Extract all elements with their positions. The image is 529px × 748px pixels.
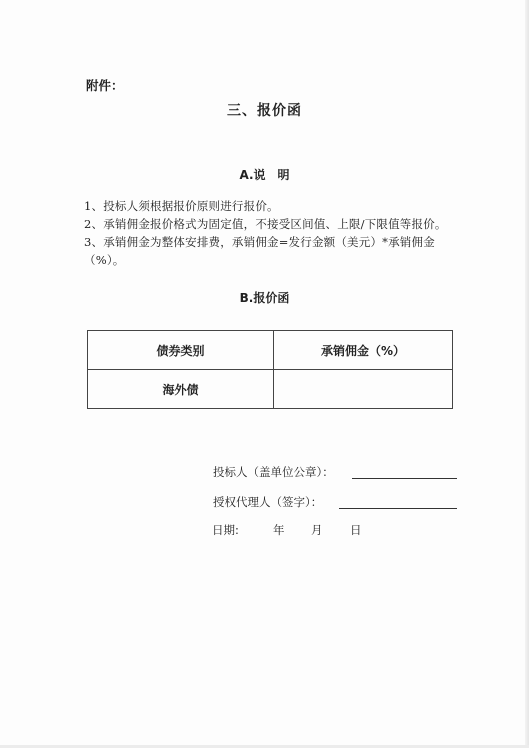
page-title: 三、报价函	[227, 103, 302, 119]
header-commission: 承销佣金（%）	[274, 331, 453, 370]
cell-commission-value[interactable]	[274, 370, 453, 409]
note-item-1: 1、投标人须根据报价原则进行报价。	[84, 199, 279, 213]
bidder-label: 投标人（盖单位公章）：	[213, 465, 334, 479]
date-year-label: 年	[273, 523, 285, 537]
agent-label: 授权代理人（签字）：	[213, 495, 323, 509]
note-item-2: 2、承销佣金报价格式为固定值，不接受区间值、上限/下限值等报价。	[84, 217, 447, 231]
note-item-3: 3、承销佣金为整体安排费，承销佣金=发行金额（美元）*承销佣金	[84, 235, 435, 249]
date-label: 日期:	[212, 523, 239, 537]
note-item-3-continued: （%）。	[84, 253, 125, 267]
agent-signature-line[interactable]	[339, 508, 457, 509]
cell-bond-type: 海外债	[88, 370, 274, 409]
section-b-heading: B.报价函	[239, 291, 290, 305]
attachment-label: 附件：	[86, 78, 124, 93]
bidder-signature-line[interactable]	[352, 478, 457, 479]
date-day-label: 日	[350, 523, 362, 537]
table-row	[88, 370, 453, 409]
date-month-label: 月	[311, 523, 323, 537]
header-bond-type: 债券类别	[88, 331, 274, 370]
quote-table	[87, 330, 453, 409]
section-a-heading: A.说 明	[239, 168, 290, 182]
table-header-row	[88, 331, 453, 370]
